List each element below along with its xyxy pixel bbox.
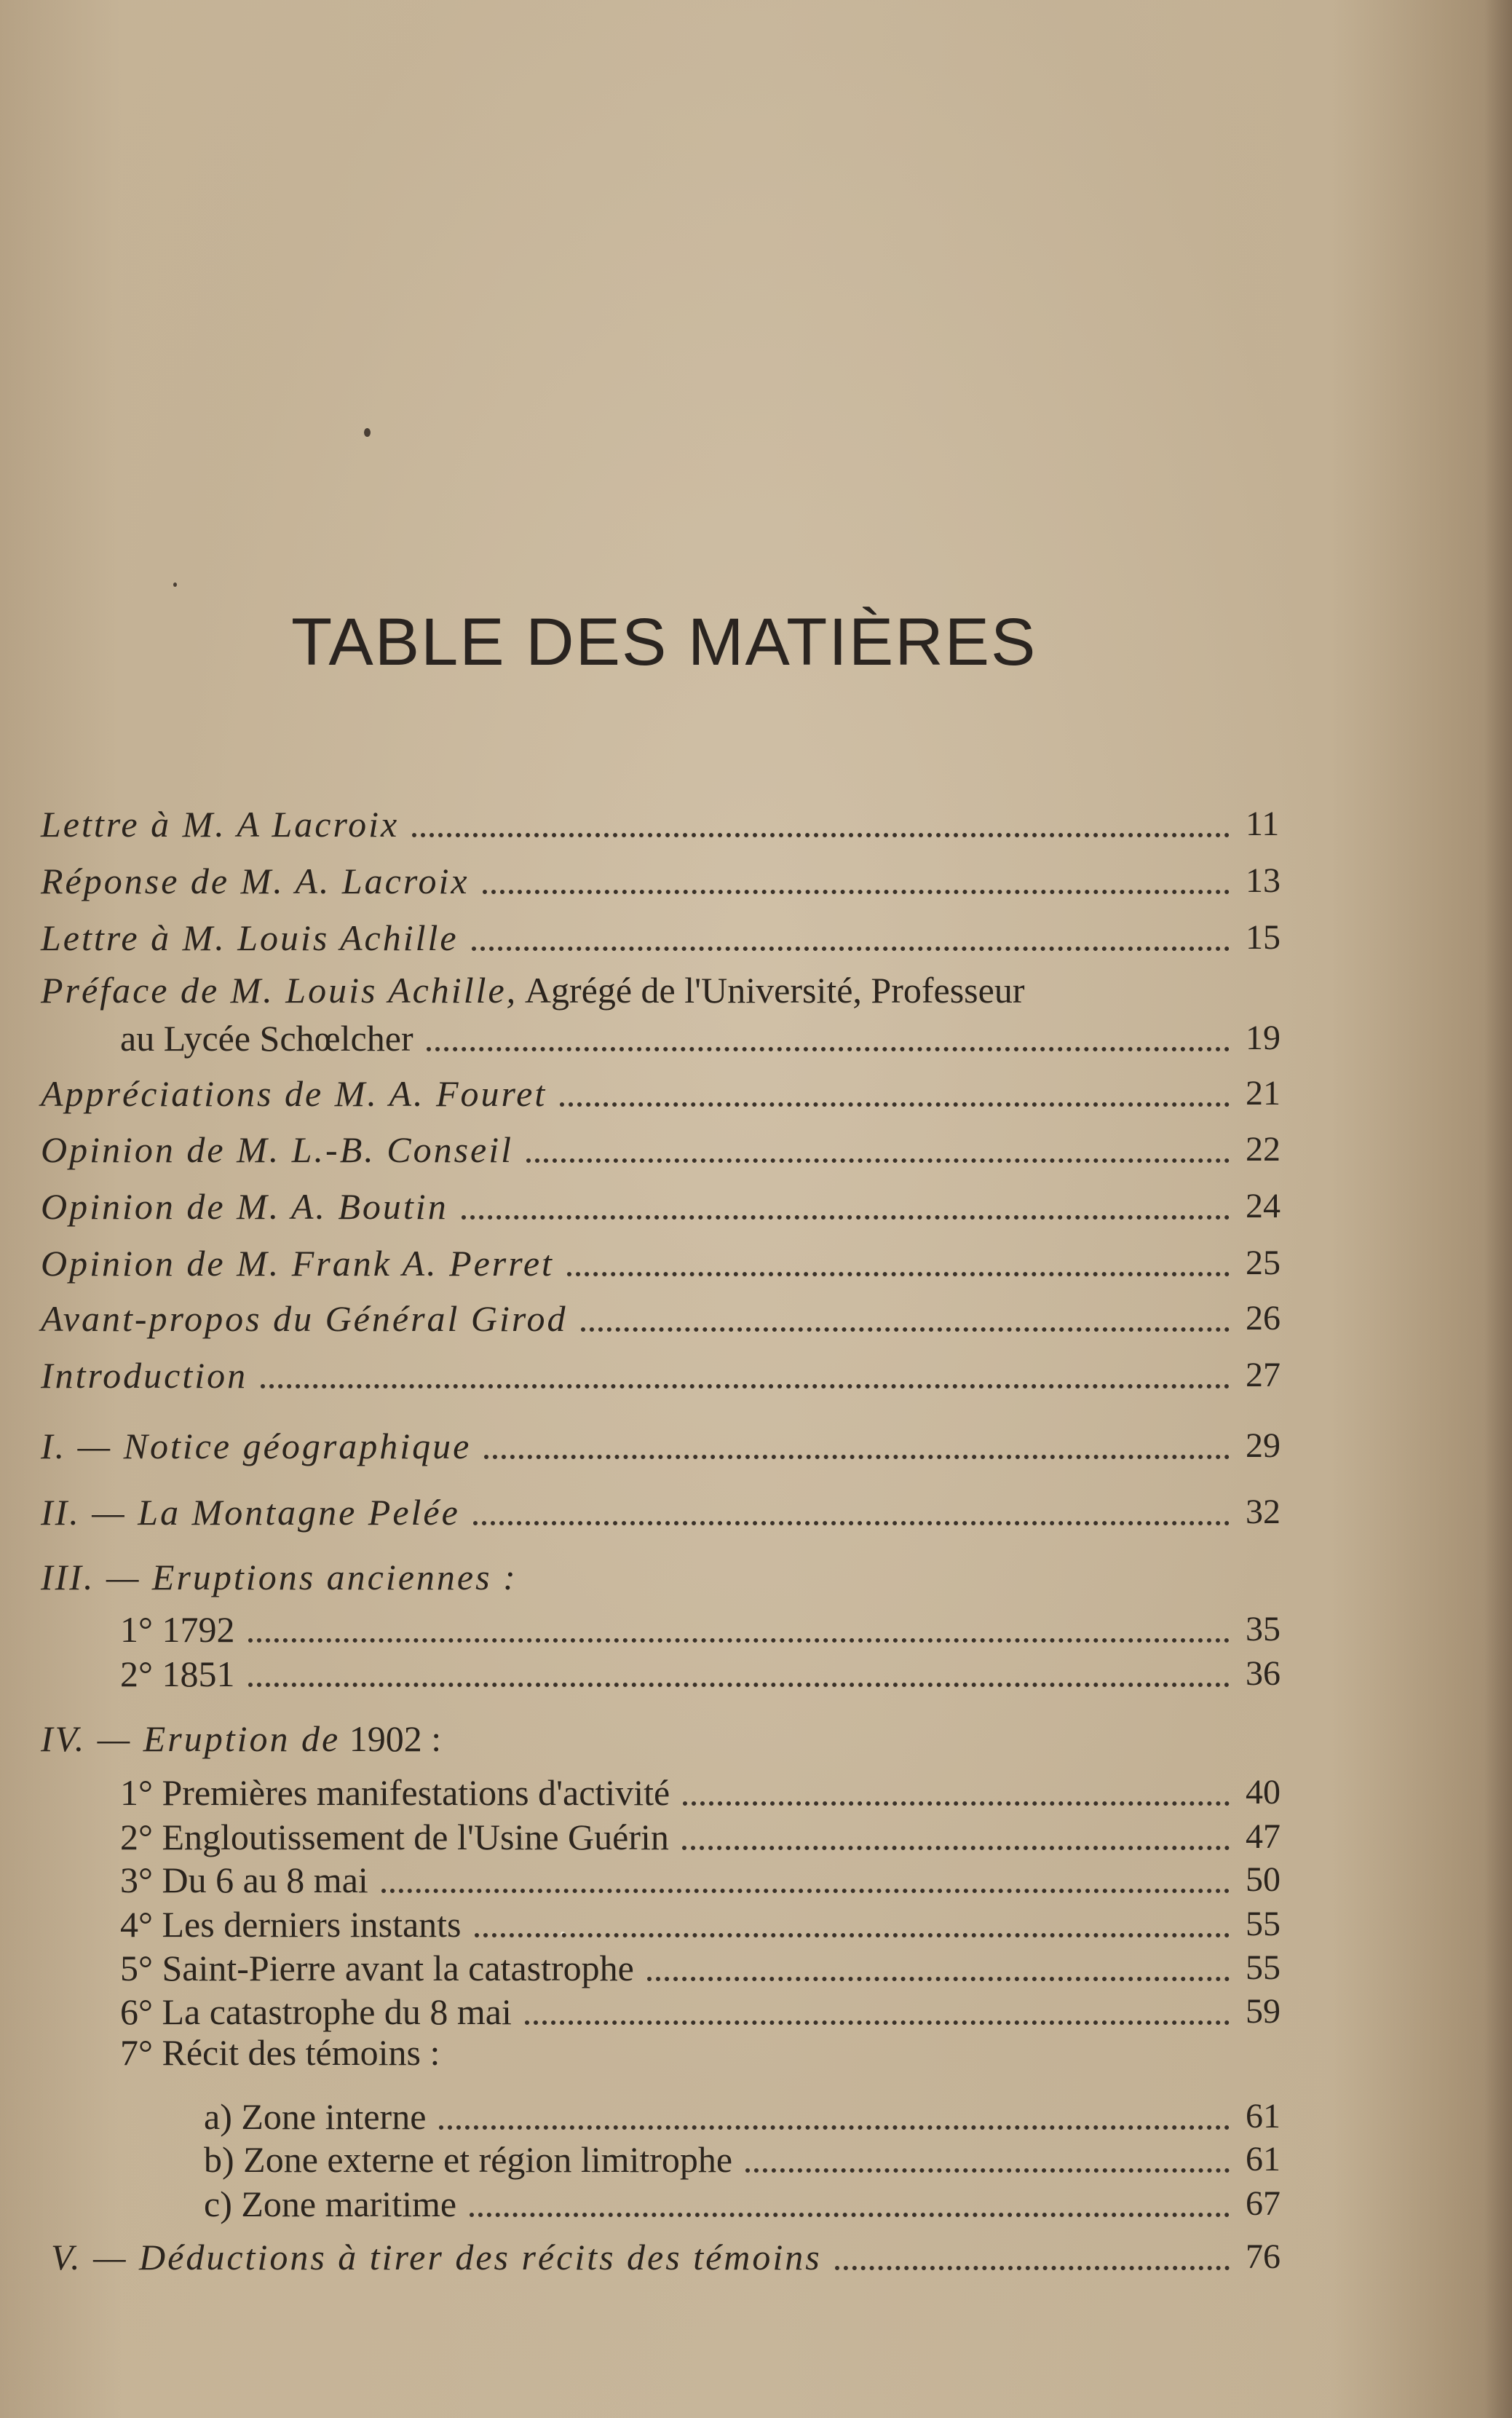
toc-entry-label: 1° 1792 — [120, 1609, 235, 1650]
toc-entry-label: b) Zone externe et région limitrophe — [204, 2139, 733, 2180]
toc-entry-label: 2° 1851 — [120, 1654, 235, 1694]
leader-dots — [835, 2266, 1230, 2270]
leader-dots — [745, 2168, 1230, 2173]
toc-page-number: 25 — [1246, 1244, 1281, 1282]
toc-entry-label-italic: Préface de M. Louis Achille, — [41, 970, 518, 1011]
leader-dots — [261, 1384, 1230, 1388]
toc-entry-label: 1° Premières manifestations d'activité — [120, 1772, 670, 1813]
toc-entry — [41, 1125, 1311, 1172]
toc-page-number: 21 — [1246, 1074, 1281, 1113]
leader-dots — [682, 1846, 1230, 1850]
toc-entry — [41, 1069, 1311, 1115]
toc-page-number: 59 — [1246, 1992, 1281, 2031]
toc-subsection-label: 7° Récit des témoins : — [120, 2032, 440, 2073]
leader-dots — [683, 1801, 1230, 1806]
toc-entry-label: V. — Déductions à tirer des récits des témoins — [51, 2237, 822, 2277]
leader-dots — [525, 2020, 1230, 2025]
toc-page-number: 22 — [1246, 1130, 1281, 1169]
toc-entry — [41, 1294, 1311, 1340]
toc-entry-label: Avant-propos du Général Girod — [41, 1298, 568, 1339]
toc-entry — [120, 1649, 1311, 1696]
leader-dots — [462, 1215, 1230, 1220]
toc-entry — [120, 1943, 1311, 1990]
toc-entry — [51, 2232, 1311, 2279]
section-heading-roman: 1902 : — [340, 1718, 442, 1759]
toc-page-number: 19 — [1246, 1019, 1281, 1057]
toc-entry-label: c) Zone maritime — [204, 2184, 457, 2224]
toc-entry — [41, 1182, 1311, 1228]
toc-page-number: 24 — [1246, 1187, 1281, 1225]
toc-page-number: 13 — [1246, 861, 1281, 900]
toc-page-number: 11 — [1246, 805, 1280, 843]
toc-entry-first-line — [41, 968, 1025, 1012]
toc-entry-label: Appréciations de M. A. Fouret — [41, 1073, 547, 1114]
toc-entry — [120, 1812, 1311, 1859]
toc-entry — [41, 856, 1311, 903]
toc-page-number: 55 — [1246, 1905, 1281, 1943]
toc-entry — [41, 1351, 1311, 1397]
toc-page-number: 55 — [1246, 1948, 1281, 1987]
toc-entry-label: Introduction — [41, 1355, 248, 1396]
toc-entry — [204, 2135, 1311, 2181]
toc-entry-label: Lettre à M. A Lacroix — [41, 804, 400, 845]
toc-entry-label: 6° La catastrophe du 8 mai — [120, 1991, 512, 2032]
toc-entry-label: a) Zone interne — [204, 2096, 427, 2137]
leader-dots — [475, 1933, 1230, 1937]
toc-page-number: 32 — [1246, 1493, 1281, 1531]
toc-entry-label: 3° Du 6 au 8 mai — [120, 1860, 368, 1900]
section-heading-italic: IV. — Eruption de — [41, 1718, 341, 1759]
section-heading: III. — Eruptions anciennes : — [41, 1557, 518, 1597]
leader-dots — [560, 1102, 1230, 1107]
toc-page-number: 15 — [1246, 918, 1281, 957]
toc-page-number: 47 — [1246, 1817, 1281, 1856]
toc-entry-label: Lettre à M. Louis Achille — [41, 917, 459, 958]
toc-page-number: 50 — [1246, 1860, 1281, 1899]
leader-dots — [526, 1158, 1230, 1163]
toc-page-number: 67 — [1246, 2184, 1281, 2223]
toc-page-number: 26 — [1246, 1299, 1281, 1338]
page-title: TABLE DES MATIÈRES — [291, 605, 1037, 679]
toc-entry — [41, 1487, 1311, 1534]
leader-dots — [439, 2125, 1230, 2130]
toc-entry — [41, 1421, 1311, 1468]
toc-entry — [41, 913, 1311, 960]
toc-entry — [204, 2179, 1311, 2226]
toc-page-number: 35 — [1246, 1610, 1281, 1648]
toc-entry — [120, 1987, 1311, 2034]
toc-entry-label: Opinion de M. L.-B. Conseil — [41, 1129, 514, 1170]
toc-entry — [41, 1238, 1311, 1285]
toc-page-number: 36 — [1246, 1654, 1281, 1693]
leader-dots — [473, 1521, 1230, 1525]
toc-entry-label: 5° Saint-Pierre avant la catastrophe — [120, 1948, 634, 1988]
toc-page-number: 29 — [1246, 1426, 1281, 1465]
toc-entry-label: Opinion de M. Frank A. Perret — [41, 1243, 554, 1284]
leader-dots — [427, 1047, 1230, 1051]
section-heading — [41, 1717, 441, 1761]
leader-dots — [483, 890, 1230, 894]
leader-dots — [484, 1455, 1230, 1459]
toc-entry-label-roman: Agrégé de l'Université, Professeur — [518, 970, 1025, 1011]
toc-entry-label: I. — Notice géographique — [41, 1426, 472, 1466]
toc-entry — [204, 2092, 1311, 2138]
leader-dots — [248, 1638, 1230, 1643]
toc-page-number: 76 — [1246, 2237, 1281, 2276]
toc-entry — [41, 799, 1311, 846]
toc-page-number: 61 — [1246, 2097, 1281, 2135]
toc-entry — [120, 1605, 1311, 1651]
toc-page-number: 27 — [1246, 1356, 1281, 1394]
leader-dots — [472, 947, 1230, 951]
leader-dots — [567, 1272, 1230, 1276]
toc-entry — [120, 1014, 1311, 1060]
leader-dots — [470, 2213, 1230, 2217]
leader-dots — [248, 1683, 1230, 1687]
toc-entry-label: 4° Les derniers instants — [120, 1904, 462, 1945]
toc-entry-label: Opinion de M. A. Boutin — [41, 1186, 448, 1227]
leader-dots — [581, 1327, 1230, 1332]
toc-page-number: 40 — [1246, 1773, 1281, 1811]
toc-page-number: 61 — [1246, 2140, 1281, 2178]
toc-entry-label: II. — La Montagne Pelée — [41, 1492, 460, 1533]
leader-dots — [381, 1889, 1230, 1893]
leader-dots — [647, 1977, 1230, 1981]
toc-entry-label: 2° Engloutissement de l'Usine Guérin — [120, 1817, 669, 1857]
leader-dots — [412, 833, 1230, 837]
toc-entry-label: au Lycée Schœlcher — [120, 1018, 413, 1059]
toc-entry-label: Réponse de M. A. Lacroix — [41, 861, 470, 901]
toc-entry — [120, 1855, 1311, 1902]
toc-entry — [120, 1768, 1311, 1814]
toc-entry — [120, 1900, 1311, 1946]
